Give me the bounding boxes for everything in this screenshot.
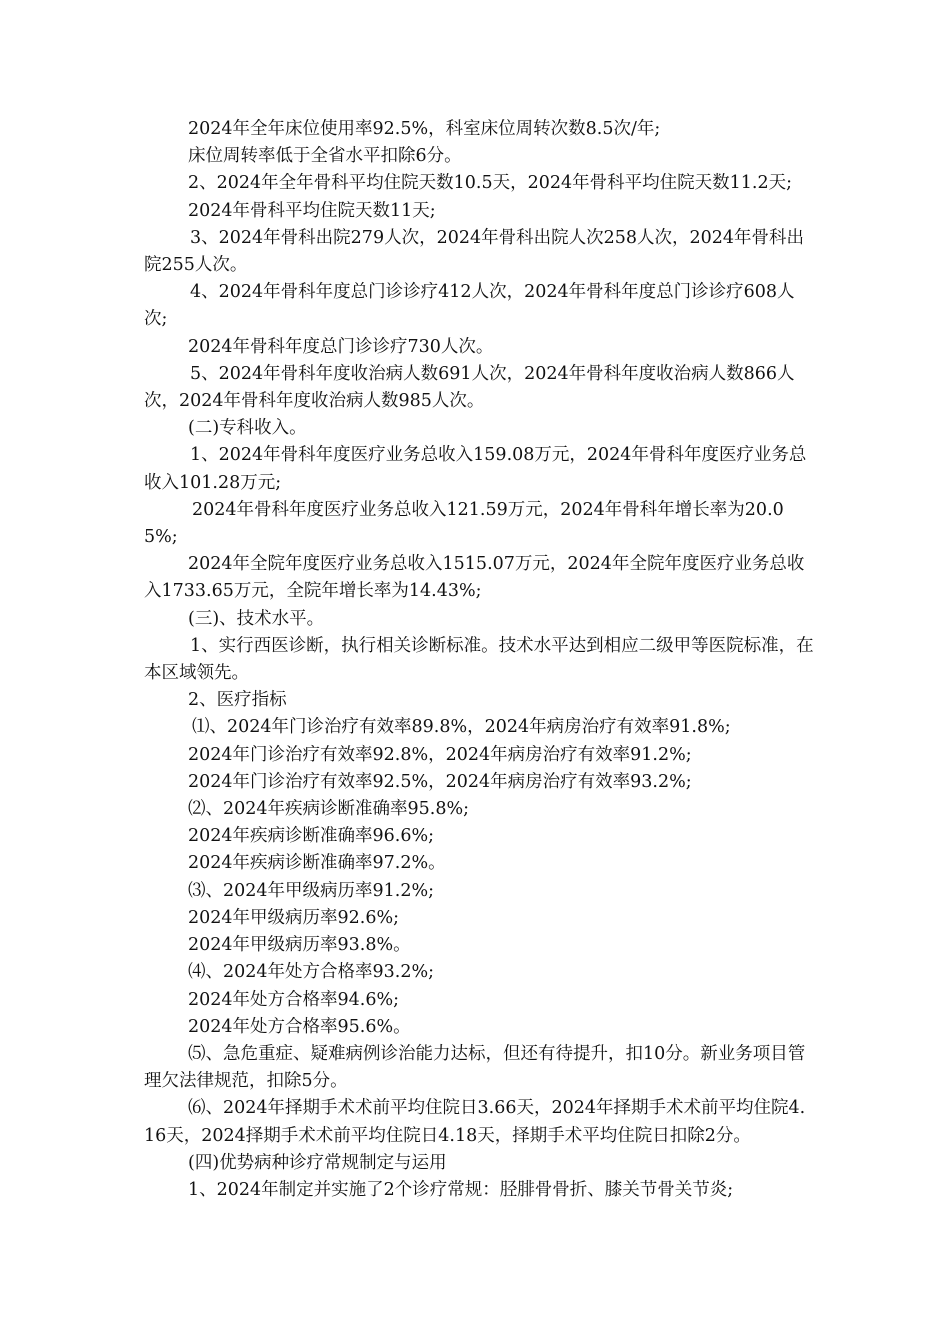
paragraph-grade-a-records-3: 2024年甲级病历率93.8%。 [188, 935, 411, 956]
paragraph-medical-indicators: 2、医疗指标 [188, 690, 287, 711]
paragraph-average-stay-2: 2024年骨科平均住院天数11天; [188, 200, 436, 221]
paragraph-bed-turnover-deduction: 床位周转率低于全省水平扣除6分。 [188, 146, 462, 167]
paragraph-treatment-efficacy-2: 2024年门诊治疗有效率92.8%，2024年病房治疗有效率91.2%; [188, 744, 692, 765]
paragraph-discharges: 3、2024年骨科出院279人次，2024年骨科出院人次258人次，2024年骨科出院255人次。 [144, 227, 805, 276]
paragraph-preoperative-stay: ⑹、2024年择期手术术前平均住院日3.66天，2024年择期手术术前平均住院4.16天，2024择期手术术前平均住院日4.18天，择期手术平均住院日扣除2分。 [144, 1098, 806, 1146]
section-heading-income: (二)专科收入。 [188, 418, 307, 439]
paragraph-prescription-rate-3: 2024年处方合格率95.6%。 [188, 1016, 411, 1037]
paragraph-treatment-protocols: 1、2024年制定并实施了2个诊疗常规：胫腓骨骨折、膝关节骨关节炎; [188, 1179, 734, 1200]
paragraph-prescription-rate-1: ⑷、2024年处方合格率93.2%; [188, 962, 435, 983]
section-heading-dominant-diseases: (四)优势病种诊疗常规制定与运用 [188, 1152, 447, 1173]
paragraph-diagnosis-standard: 1、实行西医诊断，执行相关诊断标准。技术水平达到相应二级甲等医院标准，在本区域领先。 [144, 635, 814, 684]
section-heading-technical-level: (三)、技术水平。 [188, 608, 325, 629]
paragraph-admissions: 5、2024年骨科年度收治病人数691人次，2024年骨科年度收治病人数866人次，2024年骨科年度收治病人数985人次。 [144, 363, 795, 412]
paragraph-outpatient-visits-2: 2024年骨科年度总门诊诊疗730人次。 [188, 336, 494, 357]
paragraph-diagnosis-accuracy-3: 2024年疾病诊断准确率97.2%。 [188, 853, 446, 874]
paragraph-average-stay: 2、2024年全年骨科平均住院天数10.5天，2024年骨科平均住院天数11.2天; [188, 173, 793, 194]
paragraph-outpatient-visits: 4、2024年骨科年度总门诊诊疗412人次，2024年骨科年度总门诊诊疗608人次; [144, 282, 795, 330]
paragraph-critical-care-capability: ⑸、急危重症、疑难病例诊治能力达标，但还有待提升，扣10分。新业务项目管理欠法律规范，扣除5分。 [144, 1043, 806, 1092]
paragraph-grade-a-records-2: 2024年甲级病历率92.6%; [188, 907, 400, 928]
paragraph-hospital-income: 2024年全院年度医疗业务总收入1515.07万元，2024年全院年度医疗业务总收入1733.65万元，全院年增长率为14.43%; [144, 554, 805, 602]
document-body [144, 116, 814, 1204]
paragraph-treatment-efficacy-1: ⑴、2024年门诊治疗有效率89.8%，2024年病房治疗有效率91.8%; [192, 717, 731, 738]
paragraph-treatment-efficacy-3: 2024年门诊治疗有效率92.5%，2024年病房治疗有效率93.2%; [188, 771, 692, 792]
paragraph-bed-usage: 2024年全年床位使用率92.5%，科室床位周转次数8.5次/年; [188, 119, 661, 139]
paragraph-prescription-rate-2: 2024年处方合格率94.6%; [188, 989, 400, 1010]
paragraph-ortho-growth: 2024年骨科年度医疗业务总收入121.59万元，2024年骨科年增长率为20.05%; [144, 499, 784, 548]
paragraph-diagnosis-accuracy-2: 2024年疾病诊断准确率96.6%; [188, 826, 435, 847]
paragraph-diagnosis-accuracy-1: ⑵、2024年疾病诊断准确率95.8%; [188, 799, 470, 820]
paragraph-ortho-income: 1、2024年骨科年度医疗业务总收入159.08万元，2024年骨科年度医疗业务总收入101.28万元; [144, 445, 807, 493]
paragraph-grade-a-records-1: ⑶、2024年甲级病历率91.2%; [188, 880, 435, 901]
